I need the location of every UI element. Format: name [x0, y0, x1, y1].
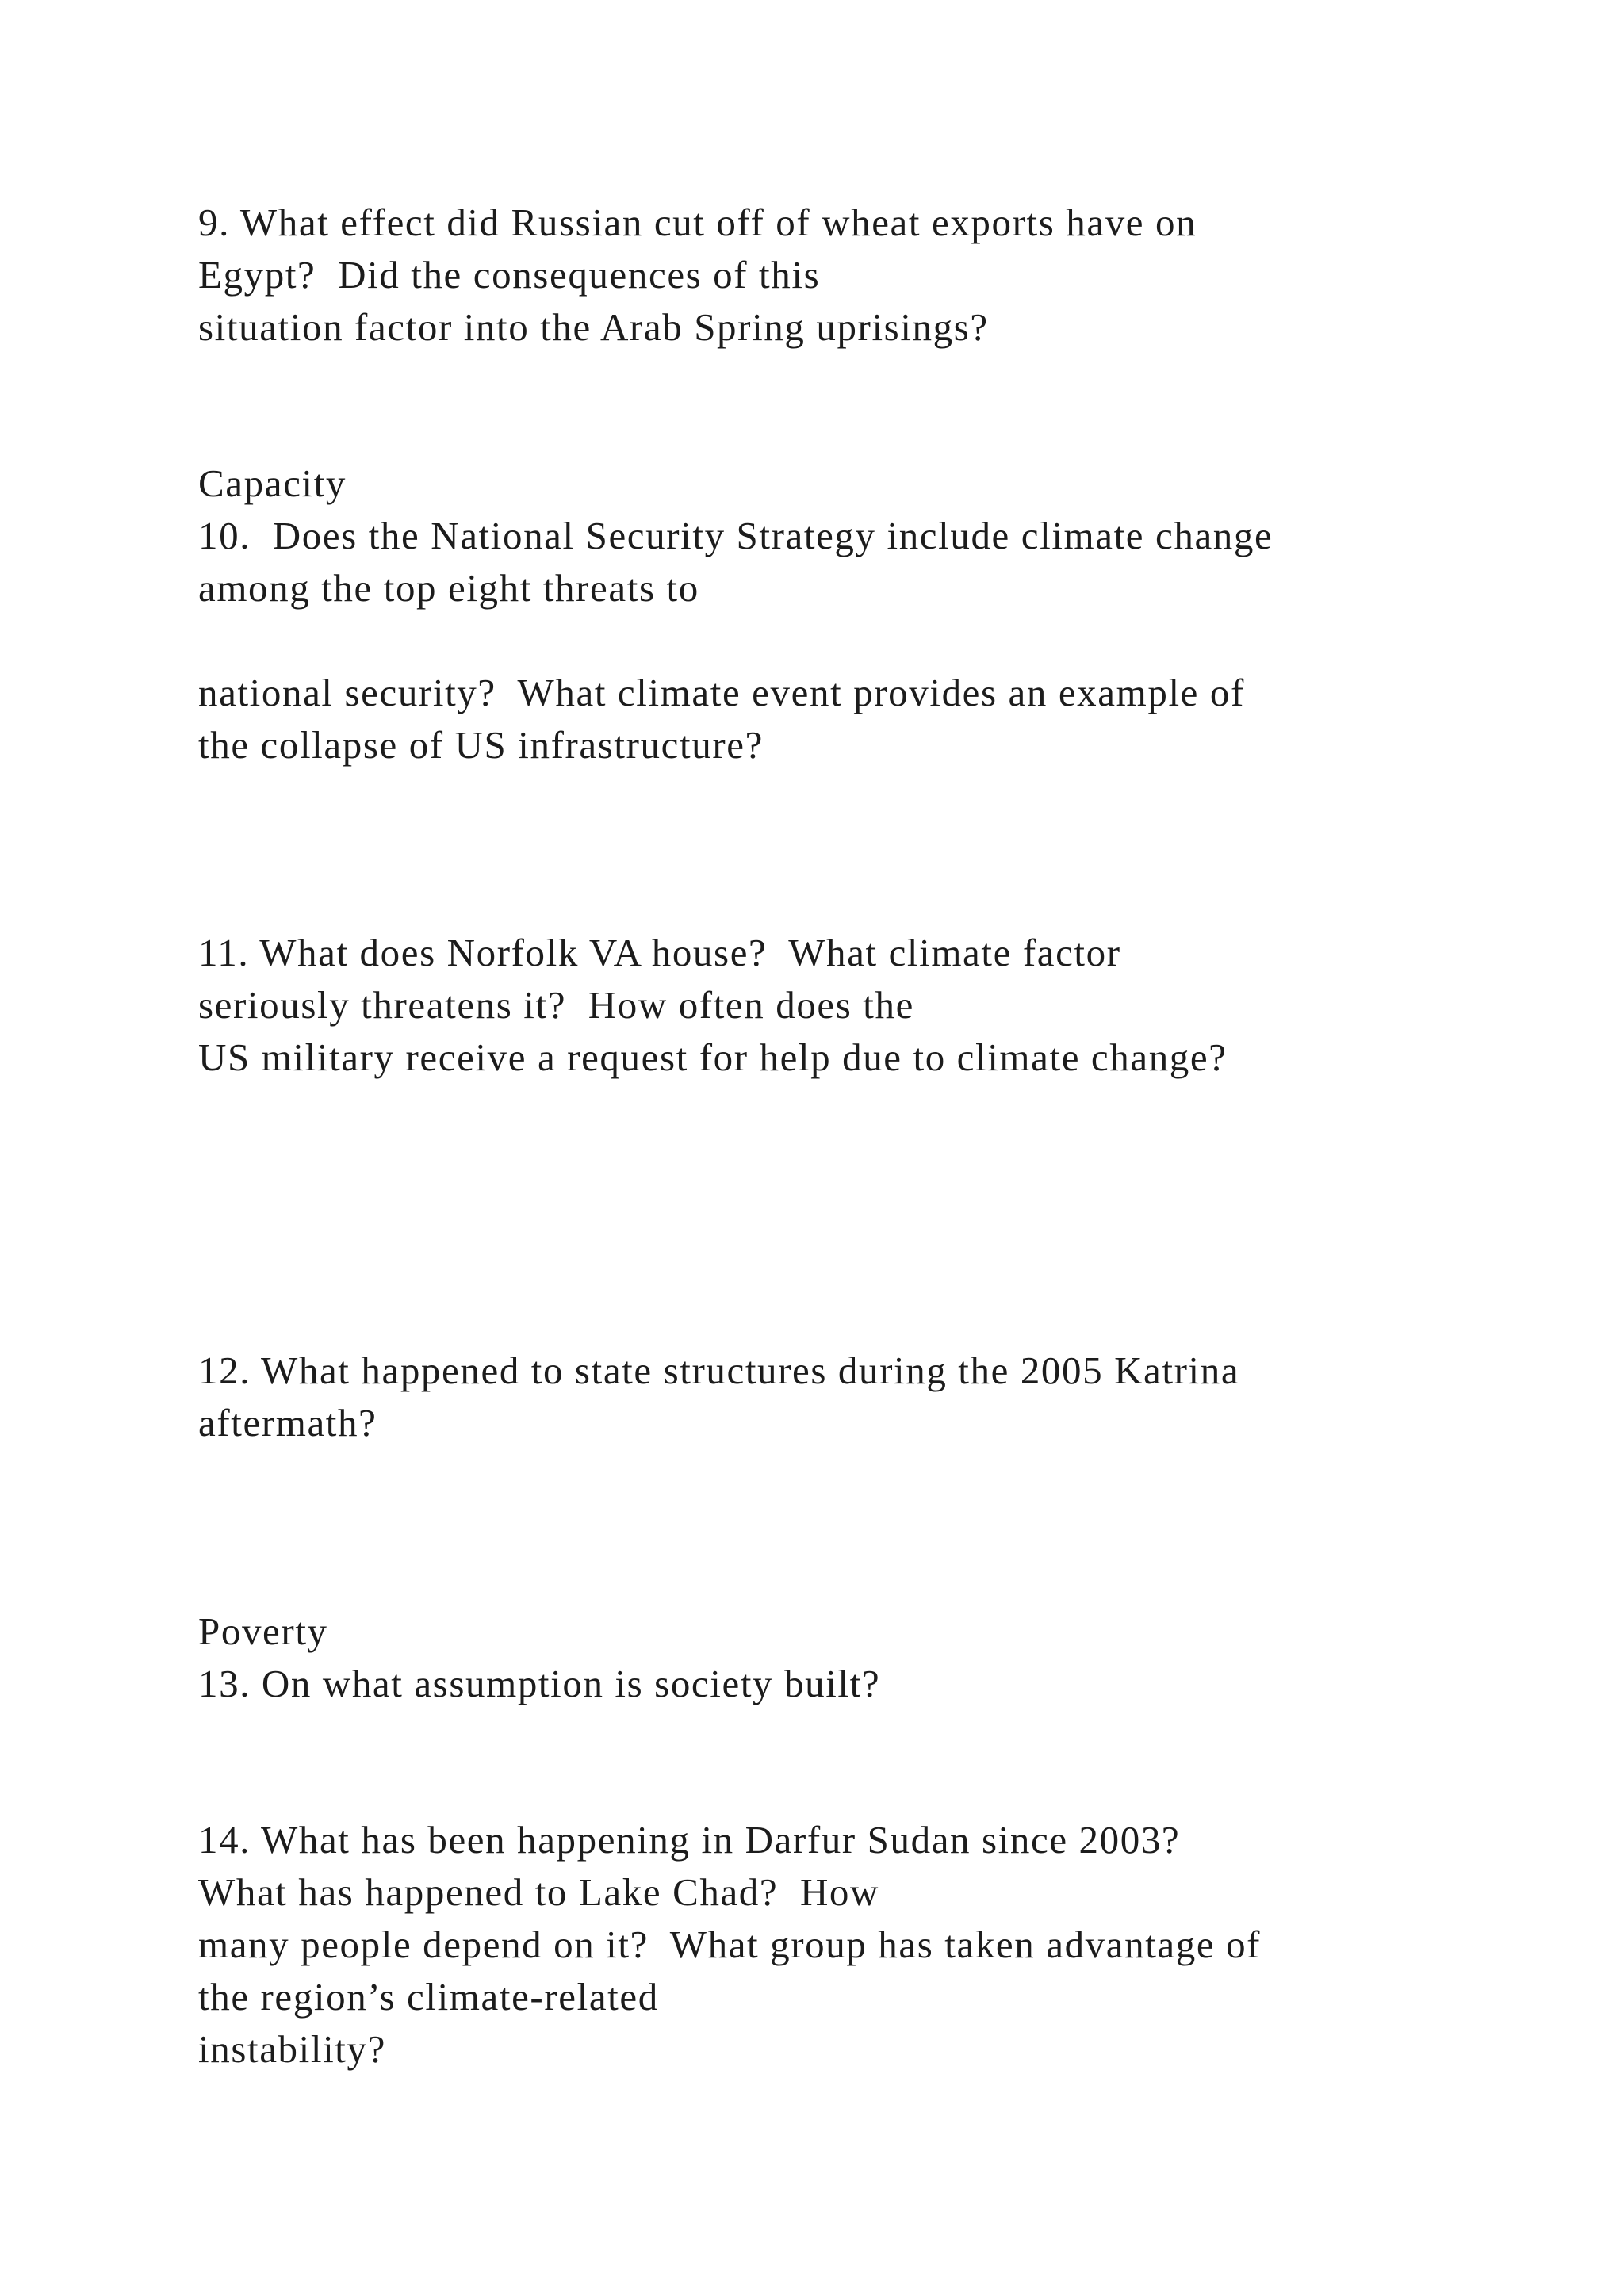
question-13-line-1: 13. On what assumption is society built?: [198, 1662, 881, 1705]
question-10-line-3: national security? What climate event provides an example of: [198, 671, 1245, 714]
question-14-line-1: 14. What has been happening in Darfur Sudan since 2003?: [198, 1818, 1181, 1862]
question-10-line-4: the collapse of US infrastructure?: [198, 723, 764, 767]
question-10-line-1: 10. Does the National Security Strategy include climate change: [198, 514, 1274, 557]
question-14-line-5: instability?: [198, 2027, 386, 2071]
question-14-line-3: many people depend on it? What group has taken advantage of: [198, 1923, 1262, 1966]
question-12-line-2: aftermath?: [198, 1401, 377, 1445]
question-11-line-1: 11. What does Norfolk VA house? What climate factor: [198, 931, 1121, 974]
question-9-line-2: Egypt? Did the consequences of this: [198, 253, 821, 297]
question-11-line-2: seriously threatens it? How often does the: [198, 983, 914, 1027]
question-9-line-3: situation factor into the Arab Spring uprisings?: [198, 305, 989, 349]
question-14-line-2: What has happened to Lake Chad? How: [198, 1870, 880, 1914]
section-heading-poverty: Poverty: [198, 1609, 328, 1653]
question-14-line-4: the region’s climate-related: [198, 1975, 659, 2019]
section-heading-capacity: Capacity: [198, 461, 347, 505]
question-10-line-2: among the top eight threats to: [198, 566, 699, 610]
question-9-line-1: 9. What effect did Russian cut off of wheat exports have on: [198, 201, 1197, 244]
question-12-line-1: 12. What happened to state structures during the 2005 Katrina: [198, 1349, 1240, 1392]
question-11-line-3: US military receive a request for help due to climate change?: [198, 1035, 1228, 1079]
